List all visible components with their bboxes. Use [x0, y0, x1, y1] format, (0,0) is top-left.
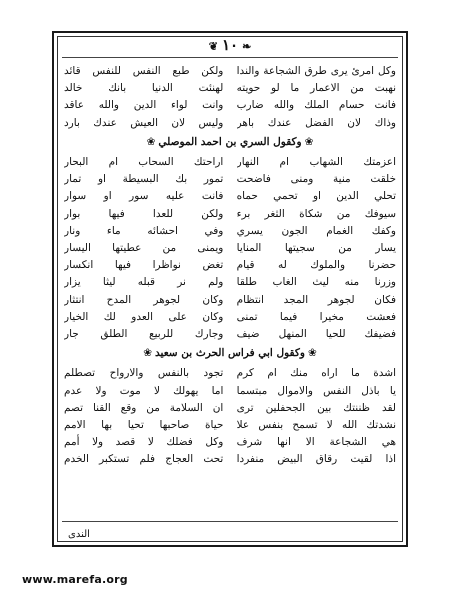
- verse-right-hemistich: اعزمتك الشهاب ام النهار: [236, 156, 396, 169]
- page-number-value: ١٠: [221, 36, 239, 54]
- verse-line: [64, 292, 396, 309]
- verse-line: [64, 171, 396, 188]
- verse-right-hemistich: هي الشجاعة الا انها شرف: [236, 436, 396, 449]
- watermark-url: www.marefa.org: [22, 573, 128, 586]
- footer-rule: [62, 521, 398, 522]
- verse-line: [64, 309, 396, 326]
- verse-right-hemistich: يسار من سجيتها المنايا: [236, 242, 396, 255]
- heading-1-text: وكقول السري بن احمد الموصلي: [158, 135, 302, 148]
- verse-left-hemistich: تغض نواظرا فيها انكسار: [64, 259, 224, 272]
- verse-right-hemistich: وكل امرئ يرى طرق الشجاعة والندا: [236, 65, 396, 77]
- verse-line: [64, 206, 396, 223]
- verse-left-hemistich: حياة صاحبها تحيا بها الامم: [64, 419, 224, 432]
- verse-left-hemistich: وجارك للربيع الطلق جار: [64, 328, 224, 341]
- verse-line: [64, 97, 396, 114]
- verse-line: [64, 417, 396, 434]
- verse-right-hemistich: وزرنا منه ليث الغاب طلقا: [236, 276, 396, 289]
- verse-right-hemistich: حضرنا والملوك له قيام: [236, 259, 396, 272]
- section-2: [64, 154, 396, 343]
- header-rule: [62, 57, 398, 58]
- verse-line: [64, 400, 396, 417]
- verse-right-hemistich: فضيفك للحيا المنهل ضيف: [236, 328, 396, 341]
- verse-left-hemistich: ولم نر قبله ليثا يزار: [64, 276, 224, 289]
- section-1: [64, 63, 396, 132]
- section-3: [64, 365, 396, 468]
- flower-icon: ❀: [146, 135, 156, 148]
- verse-line: [64, 383, 396, 400]
- verse-right-hemistich: خلقت منية ومنى فاضحت: [236, 173, 396, 186]
- verse-line: [64, 365, 396, 382]
- verse-left-hemistich: وليس لان العيش عندك بارد: [64, 116, 224, 129]
- verse-left-hemistich: تحت العجاج فلم تستكبر الخدم: [64, 453, 224, 466]
- verse-line: [64, 223, 396, 240]
- left-ornament-icon: ❦: [208, 40, 218, 53]
- verse-right-hemistich: يا باذل النفس والاموال مبتسما: [236, 384, 396, 397]
- page-frame: [52, 31, 408, 547]
- verse-left-hemistich: ولكن للعدا فيها بوار: [64, 207, 224, 220]
- verse-right-hemistich: وذاك لان الفضل عندك باهر: [236, 116, 396, 129]
- verse-right-hemistich: لقد ظننتك بين الجحفلين ترى: [236, 401, 396, 414]
- verse-line: [64, 434, 396, 451]
- catchword: الندى: [68, 529, 90, 540]
- verse-left-hemistich: وكل فضلك لا قصد ولا أمم: [64, 436, 224, 449]
- verse-right-hemistich: سيوفك من شكاة الثغر برء: [236, 207, 396, 220]
- verse-left-hemistich: فانت عليه سور او سوار: [64, 190, 224, 203]
- verse-line: [64, 154, 396, 171]
- verse-right-hemistich: نشدتك الله لا تسمح بنفس علا: [236, 419, 396, 432]
- verse-line: [64, 451, 396, 468]
- verse-line: [64, 257, 396, 274]
- heading-2-text: وكقول ابي فراس الحرث بن سعيد: [155, 347, 305, 360]
- verse-left-hemistich: وكان لجوهر المدح انتثار: [64, 293, 224, 306]
- right-ornament-icon: ❧: [242, 40, 252, 53]
- verse-left-hemistich: تجود بالنفس والارواح تصطلم: [64, 367, 224, 380]
- verse-left-hemistich: وكان على العدو لك الخيار: [64, 310, 224, 323]
- verse-left-hemistich: تمور بك البسيطة او تمار: [64, 173, 224, 186]
- verse-left-hemistich: اما يهولك لا موت ولا عدم: [64, 384, 224, 397]
- verse-line: [64, 115, 396, 132]
- verse-left-hemistich: ويمنى من عطيتها اليسار: [64, 242, 224, 255]
- verse-left-hemistich: اراحتك السحاب ام البحار: [64, 156, 224, 169]
- verse-line: [64, 188, 396, 205]
- verse-right-hemistich: فعشت مخيرا فيما تمنى: [236, 310, 396, 323]
- flower-icon: ❀: [304, 135, 314, 148]
- verse-right-hemistich: وكفك الغمام الجون يسري: [236, 224, 396, 237]
- verse-left-hemistich: ولكن طبع النفس للنفس قائد: [64, 65, 224, 77]
- heading-1: [64, 134, 396, 151]
- verse-right-hemistich: اذا لقيت رقاق البيض منفردا: [236, 453, 396, 466]
- verse-line: [64, 240, 396, 257]
- verse-line: [64, 80, 396, 97]
- verse-right-hemistich: نهبت من الاعمار ما لو حويته: [236, 82, 396, 95]
- verse-left-hemistich: وانت لواء الدين والله عاقد: [64, 99, 224, 112]
- verse-line: [64, 63, 396, 80]
- verse-left-hemistich: لهنئت الدنيا بانك خالد: [64, 82, 224, 95]
- verse-right-hemistich: فانت حسام الملك والله ضارب: [236, 99, 396, 112]
- page-number: [54, 36, 406, 54]
- flower-icon: ❀: [307, 347, 317, 360]
- verse-line: [64, 326, 396, 343]
- verse-right-hemistich: فكان لجوهر المجد انتظام: [236, 293, 396, 306]
- verse-right-hemistich: اشدة ما اراه منك ام كرم: [236, 367, 396, 380]
- verse-left-hemistich: ان السلامة من وقع القنا تصم: [64, 401, 224, 414]
- verse-line: [64, 274, 396, 291]
- poem-body: [64, 63, 396, 515]
- heading-2: [64, 345, 396, 362]
- flower-icon: ❀: [143, 347, 153, 360]
- verse-right-hemistich: تحلي الدين او تحمي حماه: [236, 190, 396, 203]
- verse-left-hemistich: وفي احشائه ماء ونار: [64, 224, 224, 237]
